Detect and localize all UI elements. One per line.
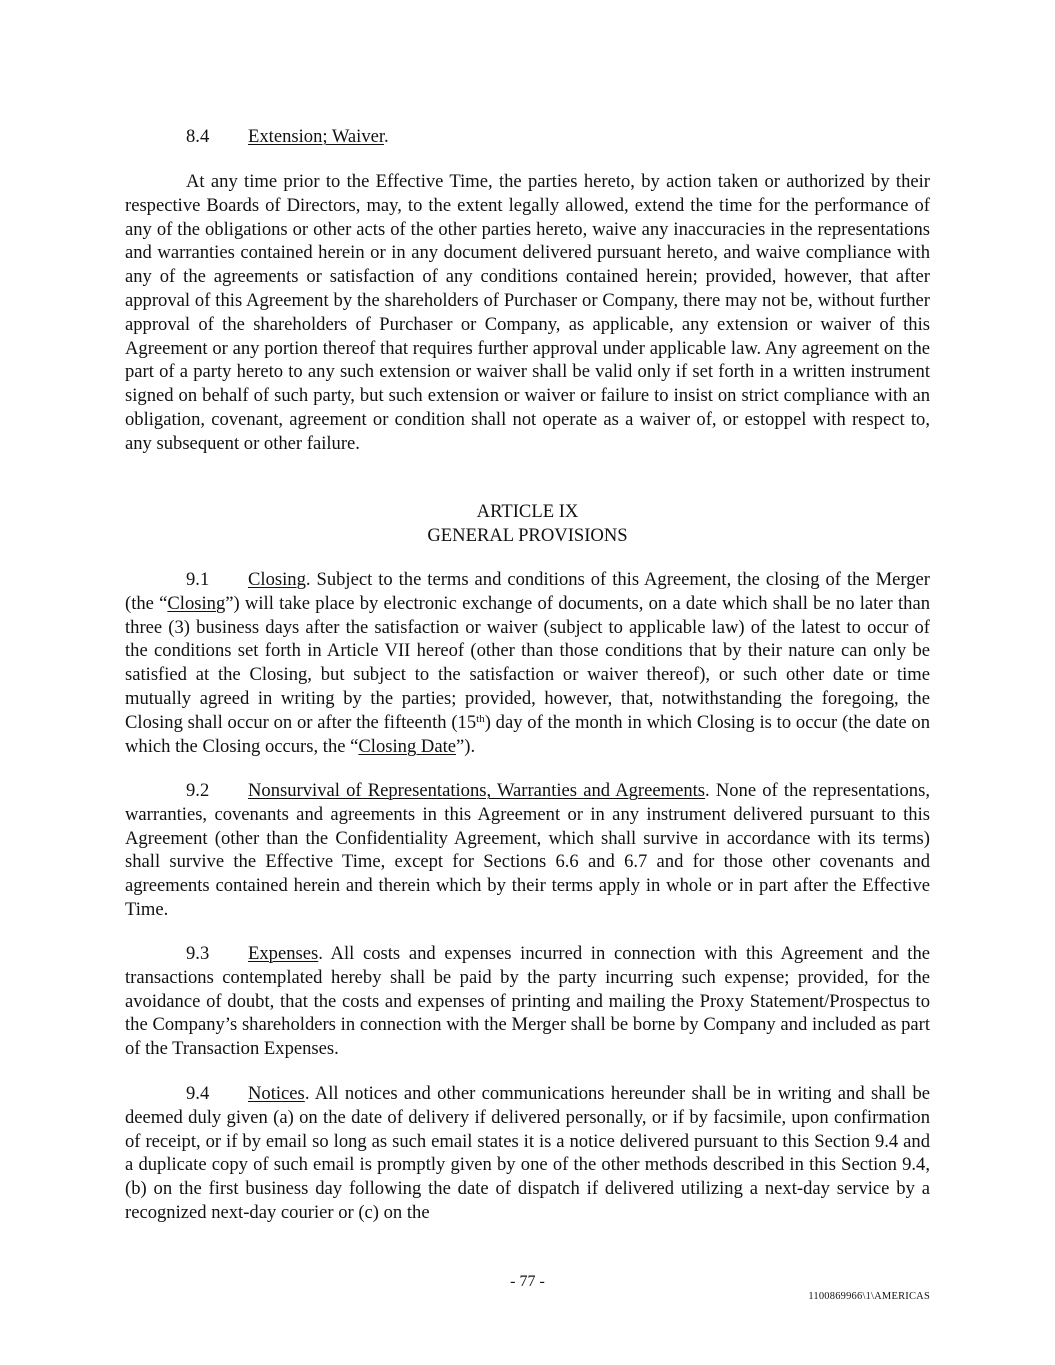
section-title: Expenses [248,943,319,964]
section-number: 8.4 [186,126,210,147]
section-8-4-text: At any time prior to the Effective Time, the parties hereto, by action taken or authorized by their respective Boards of Directors, may, to the extent legally allowed, extend the time for the performance of any of the obligations or other acts of the other parties hereto, waive any inaccuracies in the representations and warranties contained herein or in any document delivered pursuant hereto, and waive compliance with any of the agreements or satisfaction of any conditions contained herein; provided, however, that after approval of this Agreement by the shareholders of Purchaser or Company, there may not be, without further approval of the shareholders of Purchaser or Company, as applicable, any extension or waiver of this Agreement or any portion thereof that requires further approval under applicable law. Any agreement on the part of a party hereto to any such extension or waiver shall be valid only if set forth in a written instrument signed on behalf of such party, but such extension or waiver or failure to insist on strict compliance with an obligation, covenant, agreement or condition shall not operate as a waiver of, or estoppel with respect to, any subsequent or other failure. [125,171,930,454]
section-text: . None of the representations, warranties, covenants and agreements in this Agreement or in any instrument delivered pursuant to this Agreement (other than the Confidentiality Agreement, which shall survive in accordance with its terms) shall survive the Effective Time, except for Sections 6.6 and 6.7 and for those other covenants and agreements contained herein and therein which by their terms apply in whole or in part after the Effective Time. [125,780,930,920]
section-number: 9.3 [186,943,210,964]
section-title: Notices [248,1083,305,1104]
section-text: . All notices and other communications hereunder shall be in writing and shall be deemed duly given (a) on the date of delivery if delivered personally, or if by facsimile, upon confirmation of receipt, or if by email so long as such email states it is a notice delivered pursuant to this Section 9.4 and a duplicate copy of such email is promptly given by one of the other methods described in this Section 9.4, (b) on the first business day following the date of dispatch if delivered utilizing a next-day service by a recognized next-day courier or (c) on the [125,1083,930,1223]
section-title: Extension; Waiver [248,126,385,147]
section-number: 9.4 [186,1083,210,1104]
document-id: 1100869966\1\AMERICAS [808,1291,930,1302]
article-title: GENERAL PROVISIONS [427,525,628,546]
section-text: ) day of the month in which Closing is to occur (the date on which the Closing occurs, the “ [125,711,930,757]
section-9-1 [125,568,930,758]
section-8-4-heading [186,125,389,149]
section-text: . Subject to the terms and conditions of this Agreement, the closing of the Merger (the “ [125,569,930,614]
section-number: 9.2 [186,780,210,801]
superscript-th: th [476,712,485,725]
section-text: ”). [456,735,476,757]
section-9-2 [125,779,930,922]
section-title: Nonsurvival of Representations, Warranties and Agreements [248,780,706,801]
section-text: ”) will take place by electronic exchange of documents, on a date which shall be no later than three (3) business days after the satisfaction or waiver (subject to applicable law) of the latest to occur of the conditions set forth in Article VII hereof (other than those conditions that by their nature can only be satisfied at the Closing, but subject to the satisfaction or waiver thereof), or such other date or time mutually agreed in writing by the parties; provided, however, that, notwithstanding the foregoing, the Closing shall occur on or after the fifteenth (15 [125,592,930,733]
section-9-3 [125,942,930,1061]
article-number: ARTICLE IX [476,501,579,522]
section-8-4-body [125,170,930,456]
page-number: - 77 - [510,1273,545,1290]
section-title-punctuation: . [384,126,389,147]
section-number: 9.1 [186,569,210,590]
section-9-4 [125,1082,930,1225]
defined-term-closing-date: Closing Date [358,735,457,757]
section-title: Closing [248,569,306,590]
defined-term-closing: Closing [167,592,226,614]
section-text: . All costs and expenses incurred in connection with this Agreement and the transactions contemplated hereby shall be paid by the party incurring such expense; provided, for the avoidance of doubt, that the costs and expenses of printing and mailing the Proxy Statement/Prospectus to the Company’s shareholders in connection with the Merger shall be borne by Company and included as part of the Transaction Expenses. [125,943,930,1060]
